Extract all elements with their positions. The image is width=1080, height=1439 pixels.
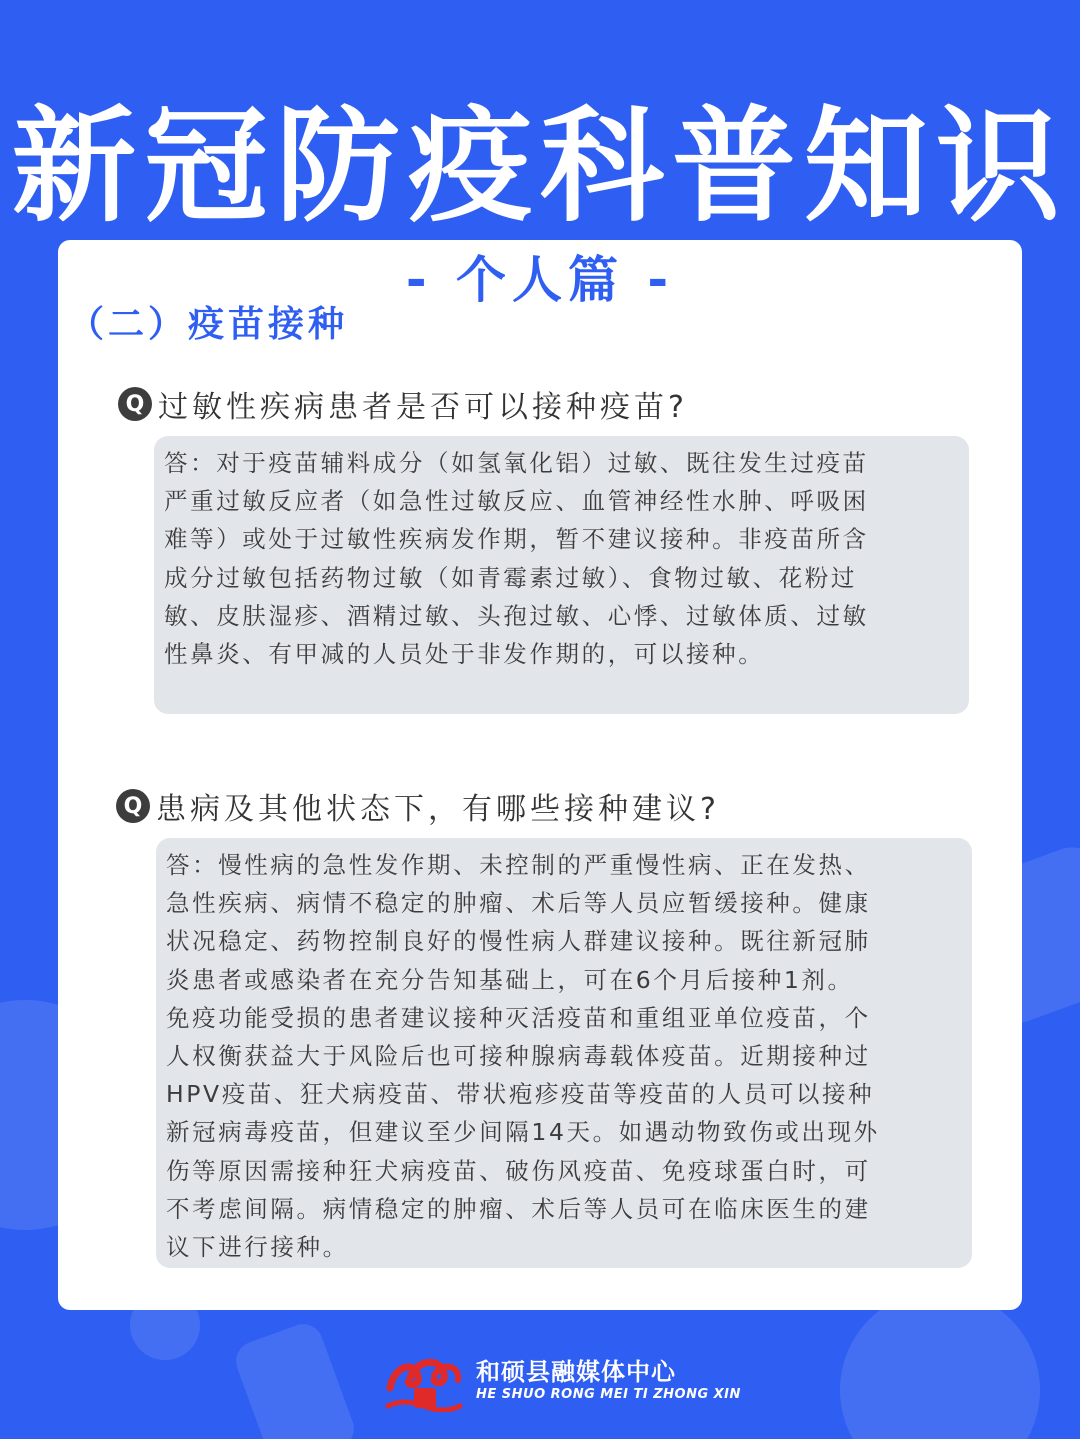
background-decoration-virus — [840, 1290, 1040, 1439]
q-icon: Q — [118, 387, 152, 421]
q-icon: Q — [116, 789, 150, 823]
answer-line: 难等）或处于过敏性疾病发作期，暂不建议接种。非疫苗所含 — [164, 525, 869, 554]
answer-line: 新冠病毒疫苗，但建议至少间隔14天。如遇动物致伤或出现外 — [166, 1118, 880, 1147]
question-text: 患病及其他状态下，有哪些接种建议? — [156, 792, 720, 827]
wave-logo-icon — [384, 1348, 464, 1412]
question-text: 过敏性疾病患者是否可以接种疫苗? — [158, 390, 688, 425]
answer-box-2 — [156, 838, 972, 1268]
answer-line: 免疫功能受损的患者建议接种灭活疫苗和重组亚单位疫苗，个 — [166, 1003, 871, 1032]
answer-line: 议下进行接种。 — [166, 1233, 349, 1262]
content-card — [58, 240, 1022, 1310]
background-decoration-bottle — [230, 1319, 359, 1439]
answer-line: 人权衡获益大于风险后也可接种腺病毒载体疫苗。近期接种过 — [166, 1042, 871, 1071]
card-subtitle: - 个人篇 - — [405, 251, 675, 309]
answer-line: 成分过敏包括药物过敏（如青霉素过敏）、食物过敏、花粉过 — [164, 563, 857, 592]
footer-name-cn: 和硕县融媒体中心 — [476, 1358, 676, 1386]
answer-line: 伤等原因需接种狂犬病疫苗、破伤风疫苗、免疫球蛋白时，可 — [166, 1156, 871, 1185]
footer-name-en: HE SHUO RONG MEI TI ZHONG XIN — [476, 1387, 741, 1402]
footer-text — [476, 1357, 741, 1403]
answer-line: 不考虑间隔。病情稳定的肿瘤、术后等人员可在临床医生的建 — [166, 1194, 871, 1223]
answer-line: 炎患者或感染者在充分告知基础上，可在6个月后接种1剂。 — [166, 965, 854, 994]
question-2 — [116, 784, 720, 828]
answer-line: 状况稳定、药物控制良好的慢性病人群建议接种。既往新冠肺 — [166, 927, 871, 956]
answer-line: 性鼻炎、有甲减的人员处于非发作期的，可以接种。 — [164, 640, 765, 669]
answer-box-1 — [154, 436, 969, 714]
answer-line: 答：慢性病的急性发作期、未控制的严重慢性病、正在发热、 — [166, 851, 871, 879]
answer-line: 严重过敏反应者（如急性过敏反应、血管神经性水肿、呼吸困 — [164, 487, 869, 516]
answer-line: 答：对于疫苗辅料成分（如氢氧化铝）过敏、既往发生过疫苗 — [164, 449, 869, 477]
section-title: （二）疫苗接种 — [68, 304, 349, 345]
answer-line: 敏、皮肤湿疹、酒精过敏、头孢过敏、心悸、过敏体质、过敏 — [164, 601, 869, 630]
question-1 — [118, 382, 688, 426]
answer-line: HPV疫苗、狂犬病疫苗、带状疱疹疫苗等疫苗的人员可以接种 — [166, 1080, 875, 1109]
footer-brand — [384, 1348, 741, 1412]
page-title: 新冠防疫科普知识 — [11, 95, 1068, 239]
answer-line: 急性疾病、病情不稳定的肿瘤、术后等人员应暂缓接种。健康 — [166, 889, 871, 918]
